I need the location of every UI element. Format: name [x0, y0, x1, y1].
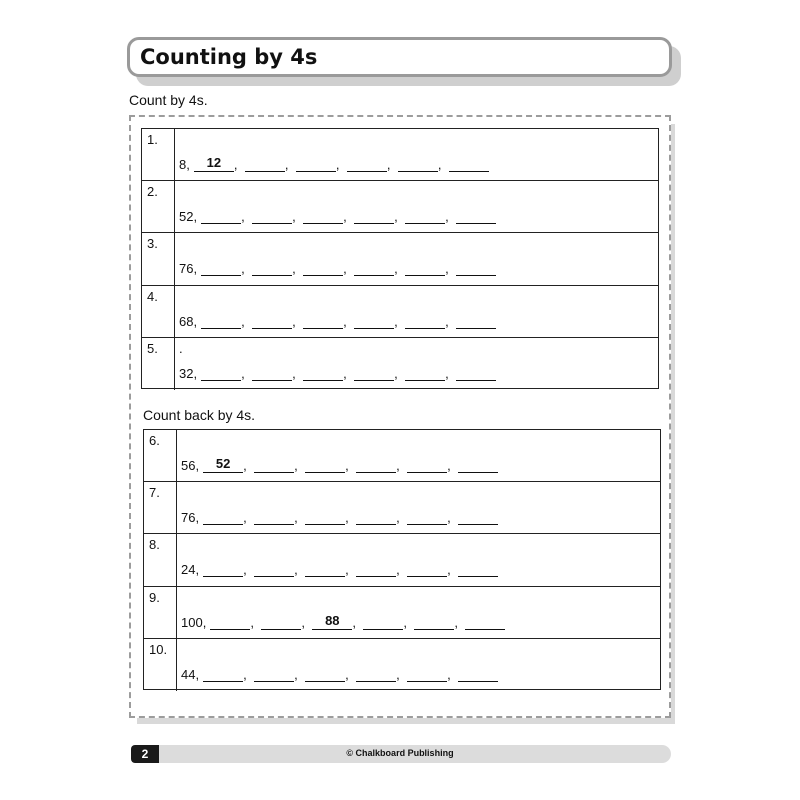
answer-blank[interactable] [201, 260, 241, 276]
start-number: 32, [179, 365, 198, 381]
problem-row [142, 286, 658, 338]
problem-row [142, 233, 658, 285]
comma-separator: , [241, 313, 245, 329]
title-box [127, 37, 672, 77]
answer-blank[interactable] [414, 614, 454, 630]
answer-blank[interactable] [407, 561, 447, 577]
answer-blank[interactable] [356, 561, 396, 577]
problem-number: 8. [149, 537, 160, 553]
number-sequence [181, 666, 498, 682]
comma-separator: , [454, 614, 458, 630]
answer-blank[interactable] [356, 666, 396, 682]
answer-blank[interactable] [305, 509, 345, 525]
comma-separator: , [345, 458, 349, 473]
comma-separator: , [394, 209, 398, 225]
number-sequence [181, 509, 498, 525]
problem-number-cell [144, 482, 177, 533]
problem-number-cell [144, 639, 177, 691]
answer-blank[interactable] [296, 156, 336, 172]
answer-blank[interactable] [405, 208, 445, 224]
answer-blank[interactable] [456, 260, 496, 276]
comma-separator: , [394, 365, 398, 381]
comma-separator: , [437, 157, 442, 172]
problem-number: 6. [149, 433, 160, 448]
publisher-credit: © Chalkboard Publishing [346, 748, 454, 758]
problem-number-cell [144, 587, 177, 638]
problem-number: 2. [147, 184, 158, 200]
answer-blank[interactable] [354, 208, 394, 224]
answer-blank[interactable] [405, 260, 445, 276]
comma-separator: , [335, 157, 340, 172]
problem-number-cell [144, 430, 177, 481]
page-number: 2 [131, 745, 159, 763]
problem-number: 1. [147, 132, 158, 147]
comma-separator: , [345, 666, 349, 682]
answer-blank[interactable] [201, 208, 241, 224]
problem-row [144, 587, 660, 639]
start-number: 56, [181, 458, 200, 473]
comma-separator: , [292, 209, 296, 225]
problem-row [142, 129, 658, 181]
start-number: 100, [181, 614, 207, 630]
answer-blank[interactable] [456, 365, 496, 381]
comma-separator: , [447, 666, 451, 682]
start-number: 76, [179, 261, 198, 277]
number-sequence [181, 614, 505, 630]
answer-blank[interactable] [456, 313, 496, 329]
answer-blank[interactable] [354, 260, 394, 276]
number-sequence [179, 208, 496, 224]
answer-blank-filled[interactable]: 12 [194, 156, 234, 172]
start-number: 8, [179, 157, 190, 172]
instruction-count-by-4s: Count by 4s. [129, 92, 208, 108]
problem-row [142, 338, 658, 390]
problem-number: 7. [149, 485, 160, 501]
answer-blank[interactable] [305, 666, 345, 682]
answer-blank[interactable] [303, 260, 343, 276]
answer-blank[interactable] [458, 457, 498, 473]
comma-separator: , [343, 365, 347, 381]
answer-blank[interactable] [252, 365, 292, 381]
answer-blank-filled[interactable]: 88 [312, 614, 352, 630]
answer-blank[interactable] [201, 313, 241, 329]
answer-blank[interactable] [354, 313, 394, 329]
comma-separator: , [241, 209, 245, 225]
comma-separator: , [301, 614, 305, 630]
answer-blank[interactable] [254, 666, 294, 682]
stray-mark: . [179, 340, 183, 356]
comma-separator: , [343, 261, 347, 277]
problem-number: 3. [147, 236, 158, 252]
comma-separator: , [243, 458, 247, 473]
answer-blank[interactable] [465, 614, 505, 630]
comma-separator: , [394, 313, 398, 329]
answer-blank[interactable] [203, 561, 243, 577]
comma-separator: , [396, 458, 400, 473]
comma-separator: , [352, 614, 356, 630]
page-title: Counting by 4s [140, 45, 318, 69]
answer-blank[interactable] [303, 208, 343, 224]
comma-separator: , [243, 562, 247, 578]
comma-separator: , [343, 209, 347, 225]
problem-row [144, 534, 660, 586]
comma-separator: , [294, 562, 298, 578]
answer-blank-filled[interactable]: 52 [203, 457, 243, 473]
problem-number-cell [144, 534, 177, 585]
answer-blank[interactable] [203, 509, 243, 525]
comma-separator: , [233, 157, 238, 172]
problem-row [142, 181, 658, 233]
number-sequence [181, 457, 498, 473]
number-sequence [179, 260, 496, 276]
number-sequence [179, 313, 496, 329]
answer-blank[interactable] [405, 313, 445, 329]
comma-separator: , [394, 261, 398, 277]
title-banner [127, 37, 672, 77]
answer-blank[interactable] [201, 365, 241, 381]
comma-separator: , [445, 313, 449, 329]
number-sequence [179, 156, 489, 172]
problem-row [144, 430, 660, 482]
answer-blank[interactable] [303, 365, 343, 381]
answer-blank[interactable] [252, 260, 292, 276]
answer-blank[interactable] [305, 457, 345, 473]
count-back-table [143, 429, 661, 690]
comma-separator: , [294, 666, 298, 682]
comma-separator: , [447, 458, 451, 473]
comma-separator: , [345, 562, 349, 578]
answer-blank[interactable] [363, 614, 403, 630]
answer-blank[interactable] [245, 156, 285, 172]
answer-blank[interactable] [261, 614, 301, 630]
problem-number-cell [142, 181, 175, 232]
comma-separator: , [386, 157, 391, 172]
comma-separator: , [284, 157, 289, 172]
answer-blank[interactable] [458, 561, 498, 577]
comma-separator: , [445, 365, 449, 381]
number-sequence [181, 561, 498, 577]
start-number: 68, [179, 313, 198, 329]
problem-row [144, 639, 660, 691]
answer-blank[interactable] [398, 156, 438, 172]
problem-number: 5. [147, 340, 158, 356]
problem-number: 10. [149, 641, 168, 657]
answer-blank[interactable] [254, 509, 294, 525]
answer-blank[interactable] [254, 561, 294, 577]
answer-blank[interactable] [356, 509, 396, 525]
start-number: 52, [179, 209, 198, 225]
answer-blank[interactable] [356, 457, 396, 473]
comma-separator: , [241, 365, 245, 381]
comma-separator: , [292, 261, 296, 277]
answer-blank[interactable] [458, 509, 498, 525]
comma-separator: , [243, 510, 247, 526]
comma-separator: , [243, 666, 247, 682]
answer-blank[interactable] [407, 509, 447, 525]
instruction-count-back-by-4s: Count back by 4s. [143, 407, 256, 423]
problem-number: 9. [149, 589, 160, 605]
number-sequence [179, 365, 496, 381]
comma-separator: , [445, 209, 449, 225]
answer-blank[interactable] [347, 156, 387, 172]
comma-separator: , [445, 261, 449, 277]
problem-row [144, 482, 660, 534]
answer-blank[interactable] [405, 365, 445, 381]
answer-blank[interactable] [203, 666, 243, 682]
problem-number: 4. [147, 288, 158, 304]
comma-separator: , [447, 562, 451, 578]
comma-separator: , [403, 614, 407, 630]
comma-separator: , [250, 614, 254, 630]
comma-separator: , [396, 562, 400, 578]
count-forward-table [141, 128, 659, 389]
start-number: 44, [181, 666, 200, 682]
answer-blank[interactable] [252, 208, 292, 224]
comma-separator: , [294, 458, 298, 473]
problem-number-cell [142, 338, 175, 390]
comma-separator: , [241, 261, 245, 277]
comma-separator: , [294, 510, 298, 526]
answer-blank[interactable] [254, 457, 294, 473]
answer-blank[interactable] [456, 208, 496, 224]
problem-number-cell [142, 286, 175, 337]
problem-number-cell [142, 129, 175, 180]
answer-blank[interactable] [210, 614, 250, 630]
problem-number-cell [142, 233, 175, 284]
comma-separator: , [345, 510, 349, 526]
answer-blank[interactable] [305, 561, 345, 577]
answer-blank[interactable] [354, 365, 394, 381]
comma-separator: , [396, 666, 400, 682]
answer-blank[interactable] [449, 156, 489, 172]
comma-separator: , [292, 313, 296, 329]
answer-blank[interactable] [252, 313, 292, 329]
answer-blank[interactable] [458, 666, 498, 682]
comma-separator: , [447, 510, 451, 526]
answer-blank[interactable] [303, 313, 343, 329]
comma-separator: , [396, 510, 400, 526]
comma-separator: , [343, 313, 347, 329]
comma-separator: , [292, 365, 296, 381]
answer-blank[interactable] [407, 457, 447, 473]
start-number: 76, [181, 510, 200, 526]
start-number: 24, [181, 562, 200, 578]
answer-blank[interactable] [407, 666, 447, 682]
